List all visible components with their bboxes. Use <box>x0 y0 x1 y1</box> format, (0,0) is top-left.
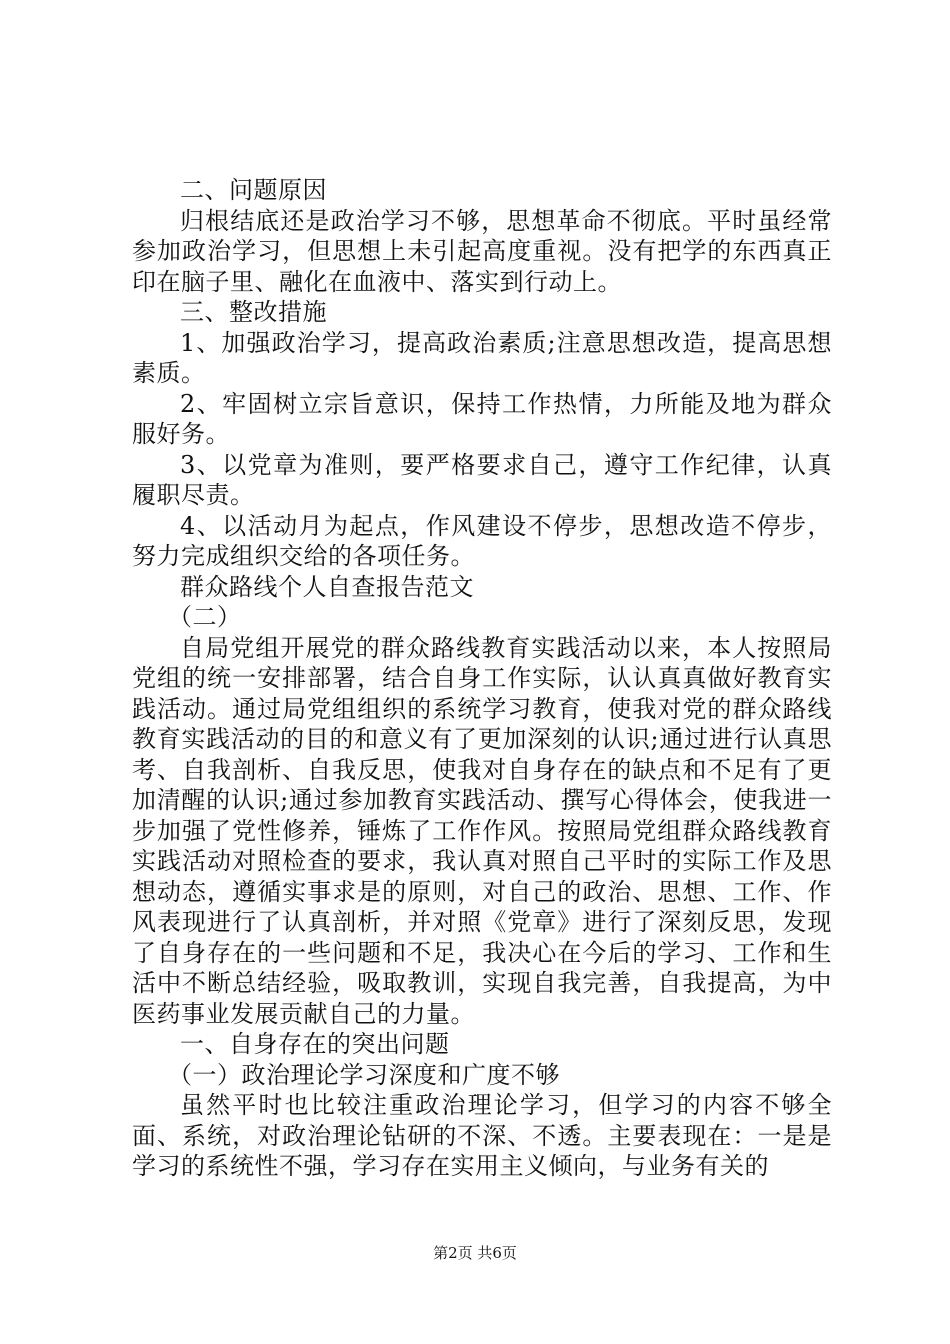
measure-item-1: 1、加强政治学习，提高政治素质;注意思想改造，提高思想素质。 <box>132 328 832 387</box>
paragraph-intro-body: 自局党组开展党的群众路线教育实践活动以来，本人按照局党组的统一安排部署，结合自身工作实际，认认真真做好教育实践活动。通过局党组组织的系统学习教育，使我对党的群众路线教育实践活动的目的和意义有了更加深刻的认识;通过进行认真思考、自我剖析、自我反思，使我对自身存在的缺点和不足有了更加清醒的认识;通过参加教育实践活动、撰写心得体会，使我进一步加强了党性修养，锤炼了工作作风。按照局党组群众路线教育实践活动对照检查的要求，我认真对照自己平时的实际工作及思想动态，遵循实事求是的原则，对自己的政治、思想、工作、作风表现进行了认真剖析，并对照《党章》进行了深刻反思，发现了自身存在的一些问题和不足，我决心在今后的学习、工作和生活中不断总结经验，吸取教训，实现自我完善，自我提高，为中医药事业发展贡献自己的力量。 <box>132 633 832 1028</box>
page-footer: 第2页 共6页 <box>433 1244 517 1262</box>
measure-item-2: 2、牢固树立宗旨意识，保持工作热情，力所能及地为群众服好务。 <box>132 389 832 448</box>
document-body <box>132 175 832 1182</box>
document-subtitle: 群众路线个人自查报告范文 <box>180 572 474 601</box>
section-heading-problem-causes: 二、问题原因 <box>180 176 327 204</box>
subsection-heading-political-theory: （一）政治理论学习深度和广度不够 <box>168 1060 560 1089</box>
paragraph-causes-body: 归根结底还是政治学习不够，思想革命不彻底。平时虽经常参加政治学习，但思想上未引起高度重视。没有把学的东西真正印在脑子里、融化在血液中、落实到行动上。 <box>132 206 832 296</box>
section-heading-outstanding-problems: 一、自身存在的突出问题 <box>180 1030 450 1058</box>
paragraph-political-theory-body: 虽然平时也比较注重政治理论学习，但学习的内容不够全面、系统，对政治理论钻研的不深、不透。主要表现在：一是是学习的系统性不强，学习存在实用主义倾向，与业务有关的 <box>132 1091 832 1180</box>
document-subtitle-number: （二） <box>168 603 242 631</box>
section-heading-rectification-measures: 三、整改措施 <box>180 298 327 326</box>
measure-item-4: 4、以活动月为起点，作风建设不停步，思想改造不停步，努力完成组织交给的各项任务。 <box>132 511 832 570</box>
measure-item-3: 3、以党章为准则，要严格要求自己，遵守工作纪律，认真履职尽责。 <box>132 450 832 509</box>
